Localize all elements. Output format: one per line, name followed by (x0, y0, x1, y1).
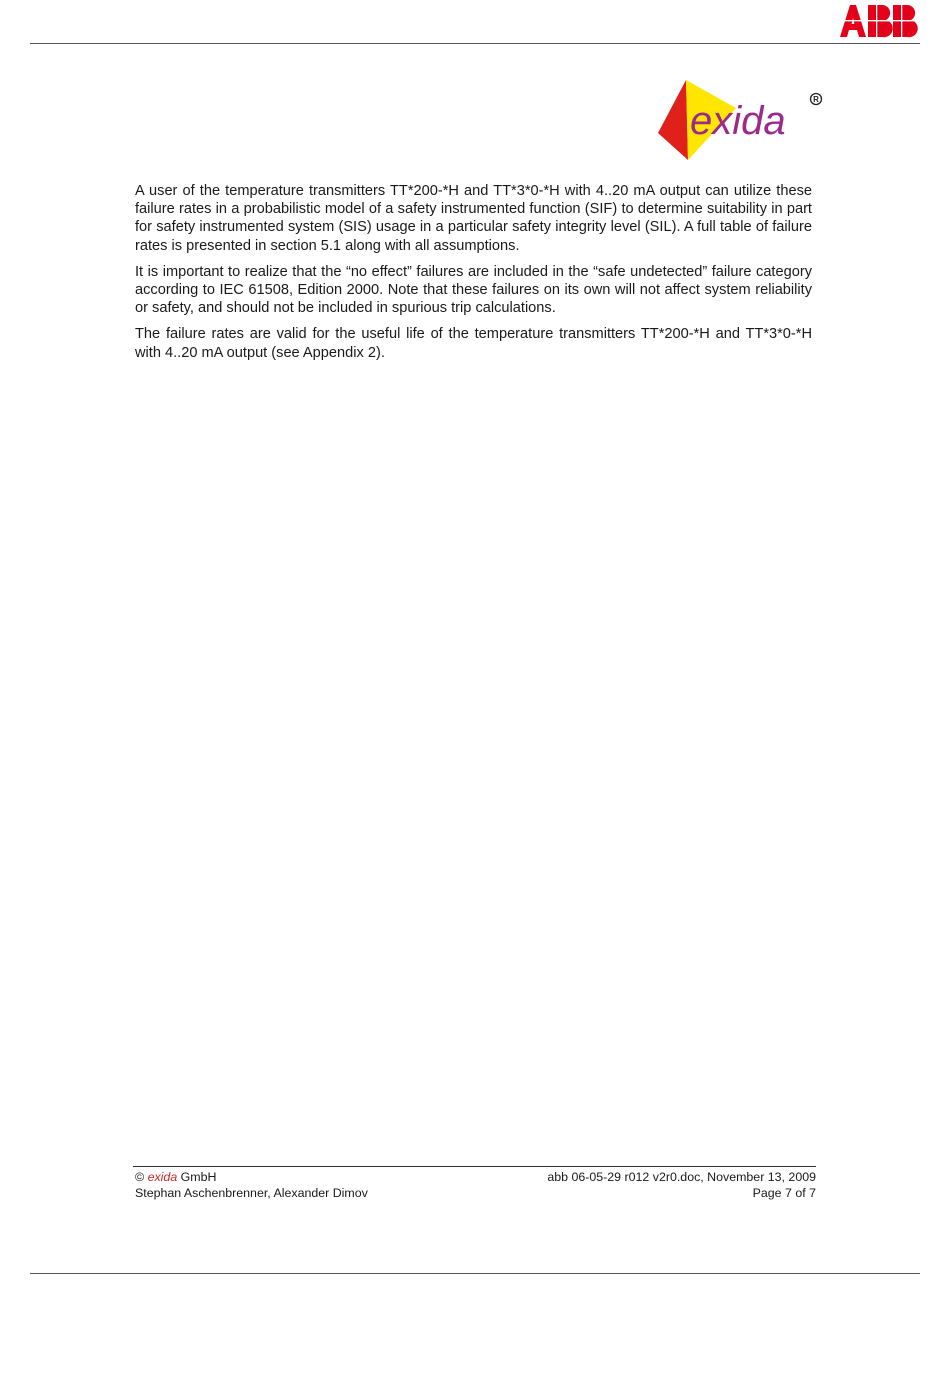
body-text (135, 182, 812, 370)
paragraph-1: A user of the temperature transmitters TT*200-*H and TT*3*0-*H with 4..20 mA output can utilize these failure rates in a probabilistic model of a safety instrumented function (SIF) to determine suitability in part for safety instrumented system (SIS) usage in a particular safety integrity level (SIL). A full table of failure rates is presented in section 5.1 along with all assumptions. (135, 183, 812, 254)
svg-text:ABB: ABB (838, 4, 841, 5)
bottom-rule (30, 1273, 920, 1274)
footer-company-brand: exida (147, 1170, 178, 1184)
header-rule (30, 43, 920, 44)
paragraph-3: The failure rates are valid for the useful life of the temperature transmitters TT*200-*H and TT*3*0-*H with 4..20 mA output (see Appendix 2). (135, 326, 812, 361)
footer-doc-ref: abb 06-05-29 r012 v2r0.doc, November 13, 2009 (547, 1170, 816, 1184)
exida-logo (656, 78, 826, 162)
svg-text:R: R (813, 95, 819, 105)
footer-authors: Stephan Aschenbrenner, Alexander Dimov (135, 1186, 368, 1200)
footer-company-suffix: GmbH (180, 1170, 217, 1184)
footer-copyright (135, 1170, 216, 1185)
exida-wordmark: exida (690, 99, 786, 143)
abb-logo (838, 4, 920, 38)
copyright-symbol: © (135, 1170, 145, 1184)
paragraph-2: It is important to realize that the “no effect” failures are included in the “safe undetected” failure category according to IEC 61508, Edition 2000. Note that these failures on its own will not affect system reliability or safety, and should not be included in spurious trip calculations. (135, 263, 812, 317)
footer-page-number: Page 7 of 7 (752, 1186, 816, 1200)
footer-rule (133, 1166, 816, 1167)
